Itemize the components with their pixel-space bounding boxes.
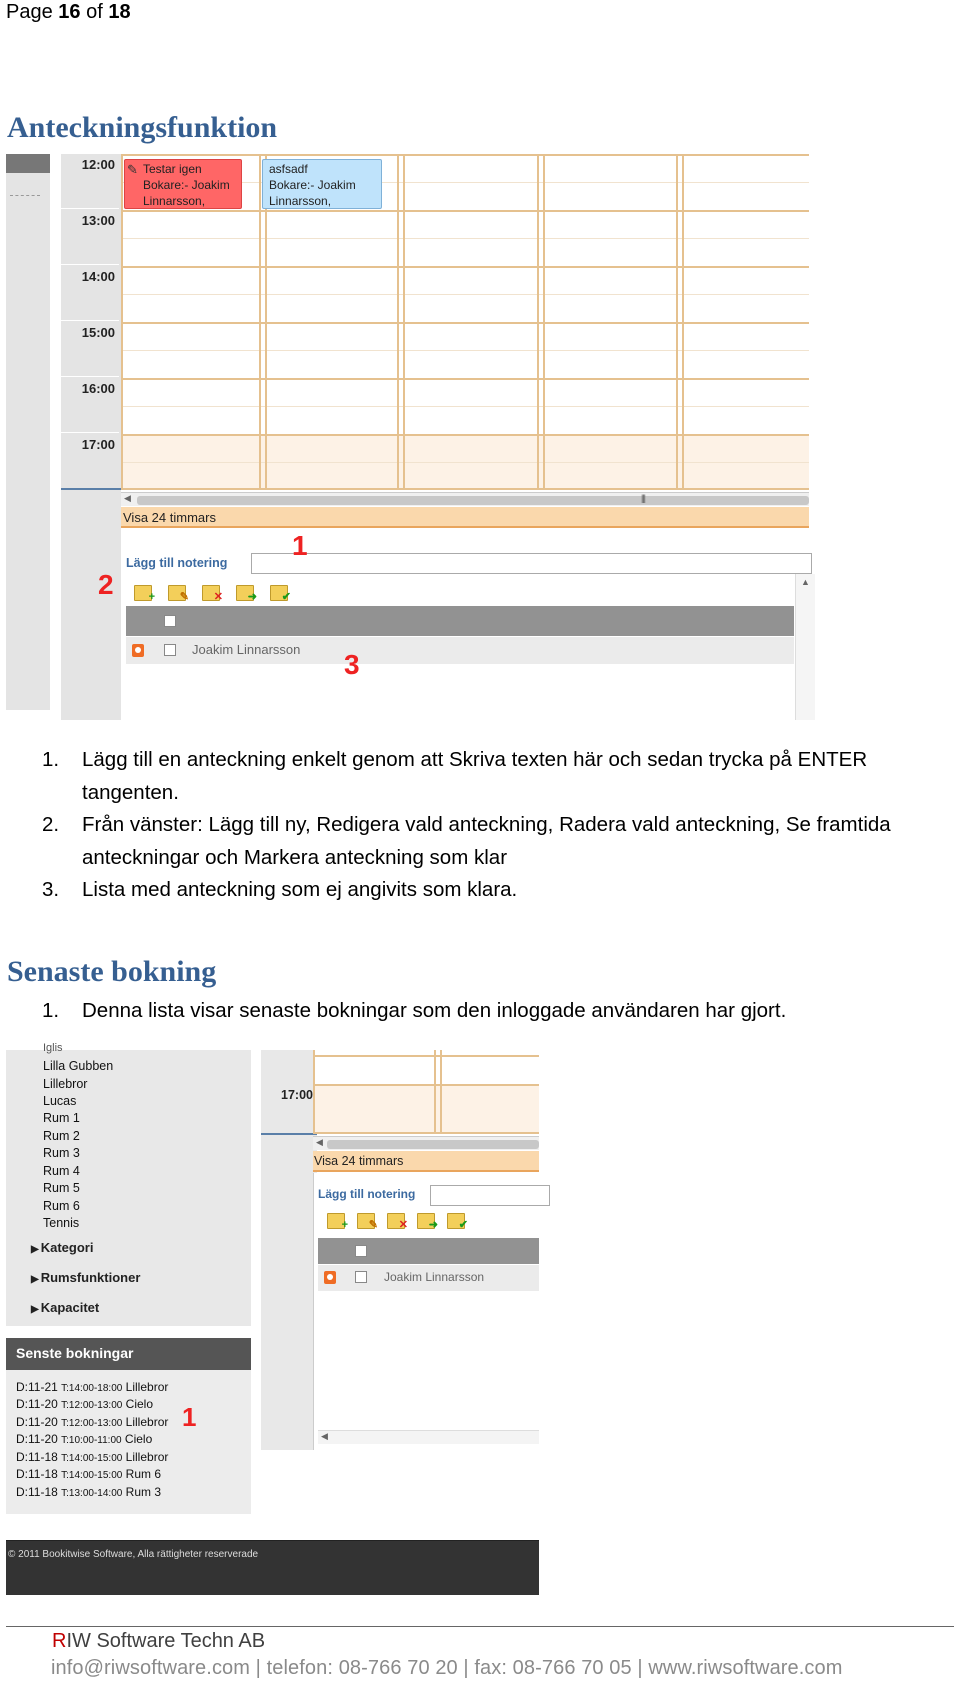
edit-pencil-icon[interactable]: ✎: [127, 162, 138, 177]
sidebar-room[interactable]: Rum 1: [43, 1111, 80, 1125]
event-booker: Bokare:- Joakim: [143, 178, 230, 192]
sidebar-room[interactable]: Rum 6: [43, 1199, 80, 1213]
scroll-left-icon[interactable]: ◀: [321, 1431, 328, 1441]
time-column: [261, 1050, 317, 1450]
page-number: [6, 1, 131, 24]
recent-booking-instructions-list: [42, 995, 942, 1028]
time-label: 12:00: [61, 154, 119, 209]
company-name: RIW Software Techn AB: [52, 1630, 266, 1652]
time-label: 15:00: [61, 322, 119, 377]
expand-arrow-icon: ▶: [31, 1274, 39, 1285]
event-booker-name: Linnarsson,: [143, 194, 206, 208]
sidebar-room[interactable]: Lucas: [43, 1094, 77, 1108]
recent-booking-item[interactable]: D:11-20 T:12:00-13:00 Lillebror: [16, 1415, 169, 1429]
marker-2: 2: [98, 569, 114, 600]
visa-24-timmars-toggle[interactable]: Visa 24 timmars: [313, 1151, 539, 1172]
recent-booking-item[interactable]: D:11-21 T:14:00-18:00 Lillebror: [16, 1380, 169, 1394]
sidebar-room[interactable]: Lillebror: [43, 1077, 88, 1091]
event-title: Testar igen: [143, 162, 202, 176]
add-note-icon[interactable]: +: [327, 1213, 345, 1229]
notes-screenshot: [6, 154, 809, 720]
select-all-checkbox[interactable]: [355, 1245, 367, 1257]
select-all-checkbox[interactable]: [164, 615, 176, 627]
delete-note-icon[interactable]: ✕: [387, 1213, 405, 1229]
row-checkbox[interactable]: [355, 1271, 367, 1283]
recent-booking-item[interactable]: D:11-20 T:10:00-11:00 Cielo: [16, 1432, 153, 1446]
calendar-event[interactable]: [262, 159, 382, 209]
marker-1: 1: [292, 530, 308, 561]
event-title: asfsadf: [269, 162, 308, 176]
sidebar-room[interactable]: Rum 4: [43, 1164, 80, 1178]
future-notes-icon[interactable]: ➜: [417, 1213, 435, 1229]
mark-done-icon[interactable]: ✔: [447, 1213, 465, 1229]
row-checkbox[interactable]: [164, 644, 176, 656]
event-booker: Bokare:- Joakim: [269, 178, 356, 192]
sidebar-room[interactable]: Rum 5: [43, 1181, 80, 1195]
page-label: Page: [6, 1, 53, 23]
recent-bookings-header: Senste bokningar: [6, 1338, 251, 1370]
add-note-icon[interactable]: +: [134, 585, 152, 601]
section-title-senaste-bokning: Senaste bokning: [7, 955, 217, 988]
notes-list-row[interactable]: [318, 1265, 539, 1291]
note-input[interactable]: [251, 553, 812, 574]
sidebar-room[interactable]: Rum 2: [43, 1129, 80, 1143]
row-name: Joakim Linnarsson: [384, 1270, 485, 1284]
left-panel-strip: [6, 154, 50, 710]
scroll-left-icon[interactable]: ◀: [124, 493, 131, 503]
event-booker-name: Linnarsson,: [269, 194, 332, 208]
calendar-event[interactable]: [124, 159, 242, 209]
page-total: 18: [108, 1, 131, 23]
future-notes-icon[interactable]: ➜: [236, 585, 254, 601]
copyright-text: © 2011 Bookitwise Software, Alla rättigheter reserverade: [8, 1549, 259, 1560]
marker-1: 1: [182, 1402, 197, 1432]
note-status-icon: [324, 1271, 336, 1284]
sidebar-room[interactable]: Rum 3: [43, 1146, 80, 1160]
list-item: 2. Från vänster: Lägg till ny, Redigera vald anteckning, Radera vald anteckning, Se framtida anteckningar och Markera anteckning som klar: [42, 813, 891, 869]
recent-booking-item[interactable]: D:11-18 T:13:00-14:00 Rum 3: [16, 1485, 162, 1499]
time-label: 16:00: [61, 378, 119, 433]
marker-3: 3: [344, 649, 360, 680]
app-footer: [6, 1540, 539, 1595]
recent-bookings-screenshot: [6, 1042, 539, 1595]
notes-list-row[interactable]: [126, 637, 794, 664]
page-of: of: [86, 1, 103, 23]
time-column: [61, 154, 121, 720]
note-status-icon: [132, 644, 144, 657]
time-label: 17:00: [61, 434, 119, 489]
sidebar-section-rumsfunktioner[interactable]: ▶ Rumsfunktioner: [31, 1270, 141, 1285]
scroll-left-icon[interactable]: ◀: [316, 1137, 323, 1147]
time-label: 14:00: [61, 266, 119, 321]
notes-instructions-list: [42, 744, 942, 907]
note-input[interactable]: [430, 1185, 550, 1206]
list-item: 1. Lägg till en anteckning enkelt genom att Skriva texten här och sedan trycka på ENTER tangenten.: [42, 748, 868, 804]
list-item: 3. Lista med anteckning som ej angivits som klara.: [42, 878, 518, 901]
vertical-scrollbar[interactable]: [795, 574, 815, 720]
horizontal-scrollbar[interactable]: [318, 1430, 539, 1444]
horizontal-scrollbar[interactable]: [313, 1136, 539, 1150]
page-current: 16: [58, 1, 81, 23]
recent-booking-item[interactable]: D:11-20 T:12:00-13:00 Cielo: [16, 1397, 154, 1411]
edit-note-icon[interactable]: ✎: [357, 1213, 375, 1229]
recent-booking-item[interactable]: D:11-18 T:14:00-15:00 Lillebror: [16, 1450, 169, 1464]
sidebar-room-partial[interactable]: Iglis: [43, 1042, 63, 1054]
sidebar-room[interactable]: Lilla Gubben: [43, 1059, 114, 1073]
mark-done-icon[interactable]: ✔: [270, 585, 288, 601]
list-item: 1. Denna lista visar senaste bokningar som den inloggade användaren har gjort.: [42, 999, 787, 1022]
notes-list-header: [126, 606, 794, 636]
recent-booking-item[interactable]: D:11-18 T:14:00-15:00 Rum 6: [16, 1467, 162, 1481]
sidebar-room[interactable]: Tennis: [43, 1216, 80, 1230]
time-label: 13:00: [61, 210, 119, 265]
add-note-label: Lägg till notering: [318, 1187, 416, 1201]
visa-24-timmars-toggle[interactable]: Visa 24 timmars: [121, 507, 809, 528]
delete-note-icon[interactable]: ✕: [202, 585, 220, 601]
expand-arrow-icon: ▶: [31, 1244, 39, 1255]
section-title-anteckningsfunktion: Anteckningsfunktion: [7, 111, 278, 144]
horizontal-scrollbar[interactable]: ◀ |||: [121, 492, 809, 506]
add-note-label: Lägg till notering: [126, 556, 228, 570]
sidebar-section-kategori[interactable]: ▶ Kategori: [31, 1240, 94, 1255]
edit-note-icon[interactable]: ✎: [168, 585, 186, 601]
scroll-up-icon[interactable]: ▲: [801, 577, 810, 587]
expand-arrow-icon: ▶: [31, 1304, 39, 1315]
sidebar-section-kapacitet[interactable]: ▶ Kapacitet: [31, 1300, 100, 1315]
room-sidebar: [6, 1042, 251, 1326]
row-name: Joakim Linnarsson: [192, 642, 301, 657]
footer-divider: [6, 1626, 954, 1627]
contact-info: info@riwsoftware.com | telefon: 08-766 70 20 | fax: 08-766 70 05 | www.riwsoftware.com: [51, 1657, 843, 1679]
notes-list-header: [318, 1238, 539, 1264]
time-label: 17:00: [281, 1088, 313, 1102]
